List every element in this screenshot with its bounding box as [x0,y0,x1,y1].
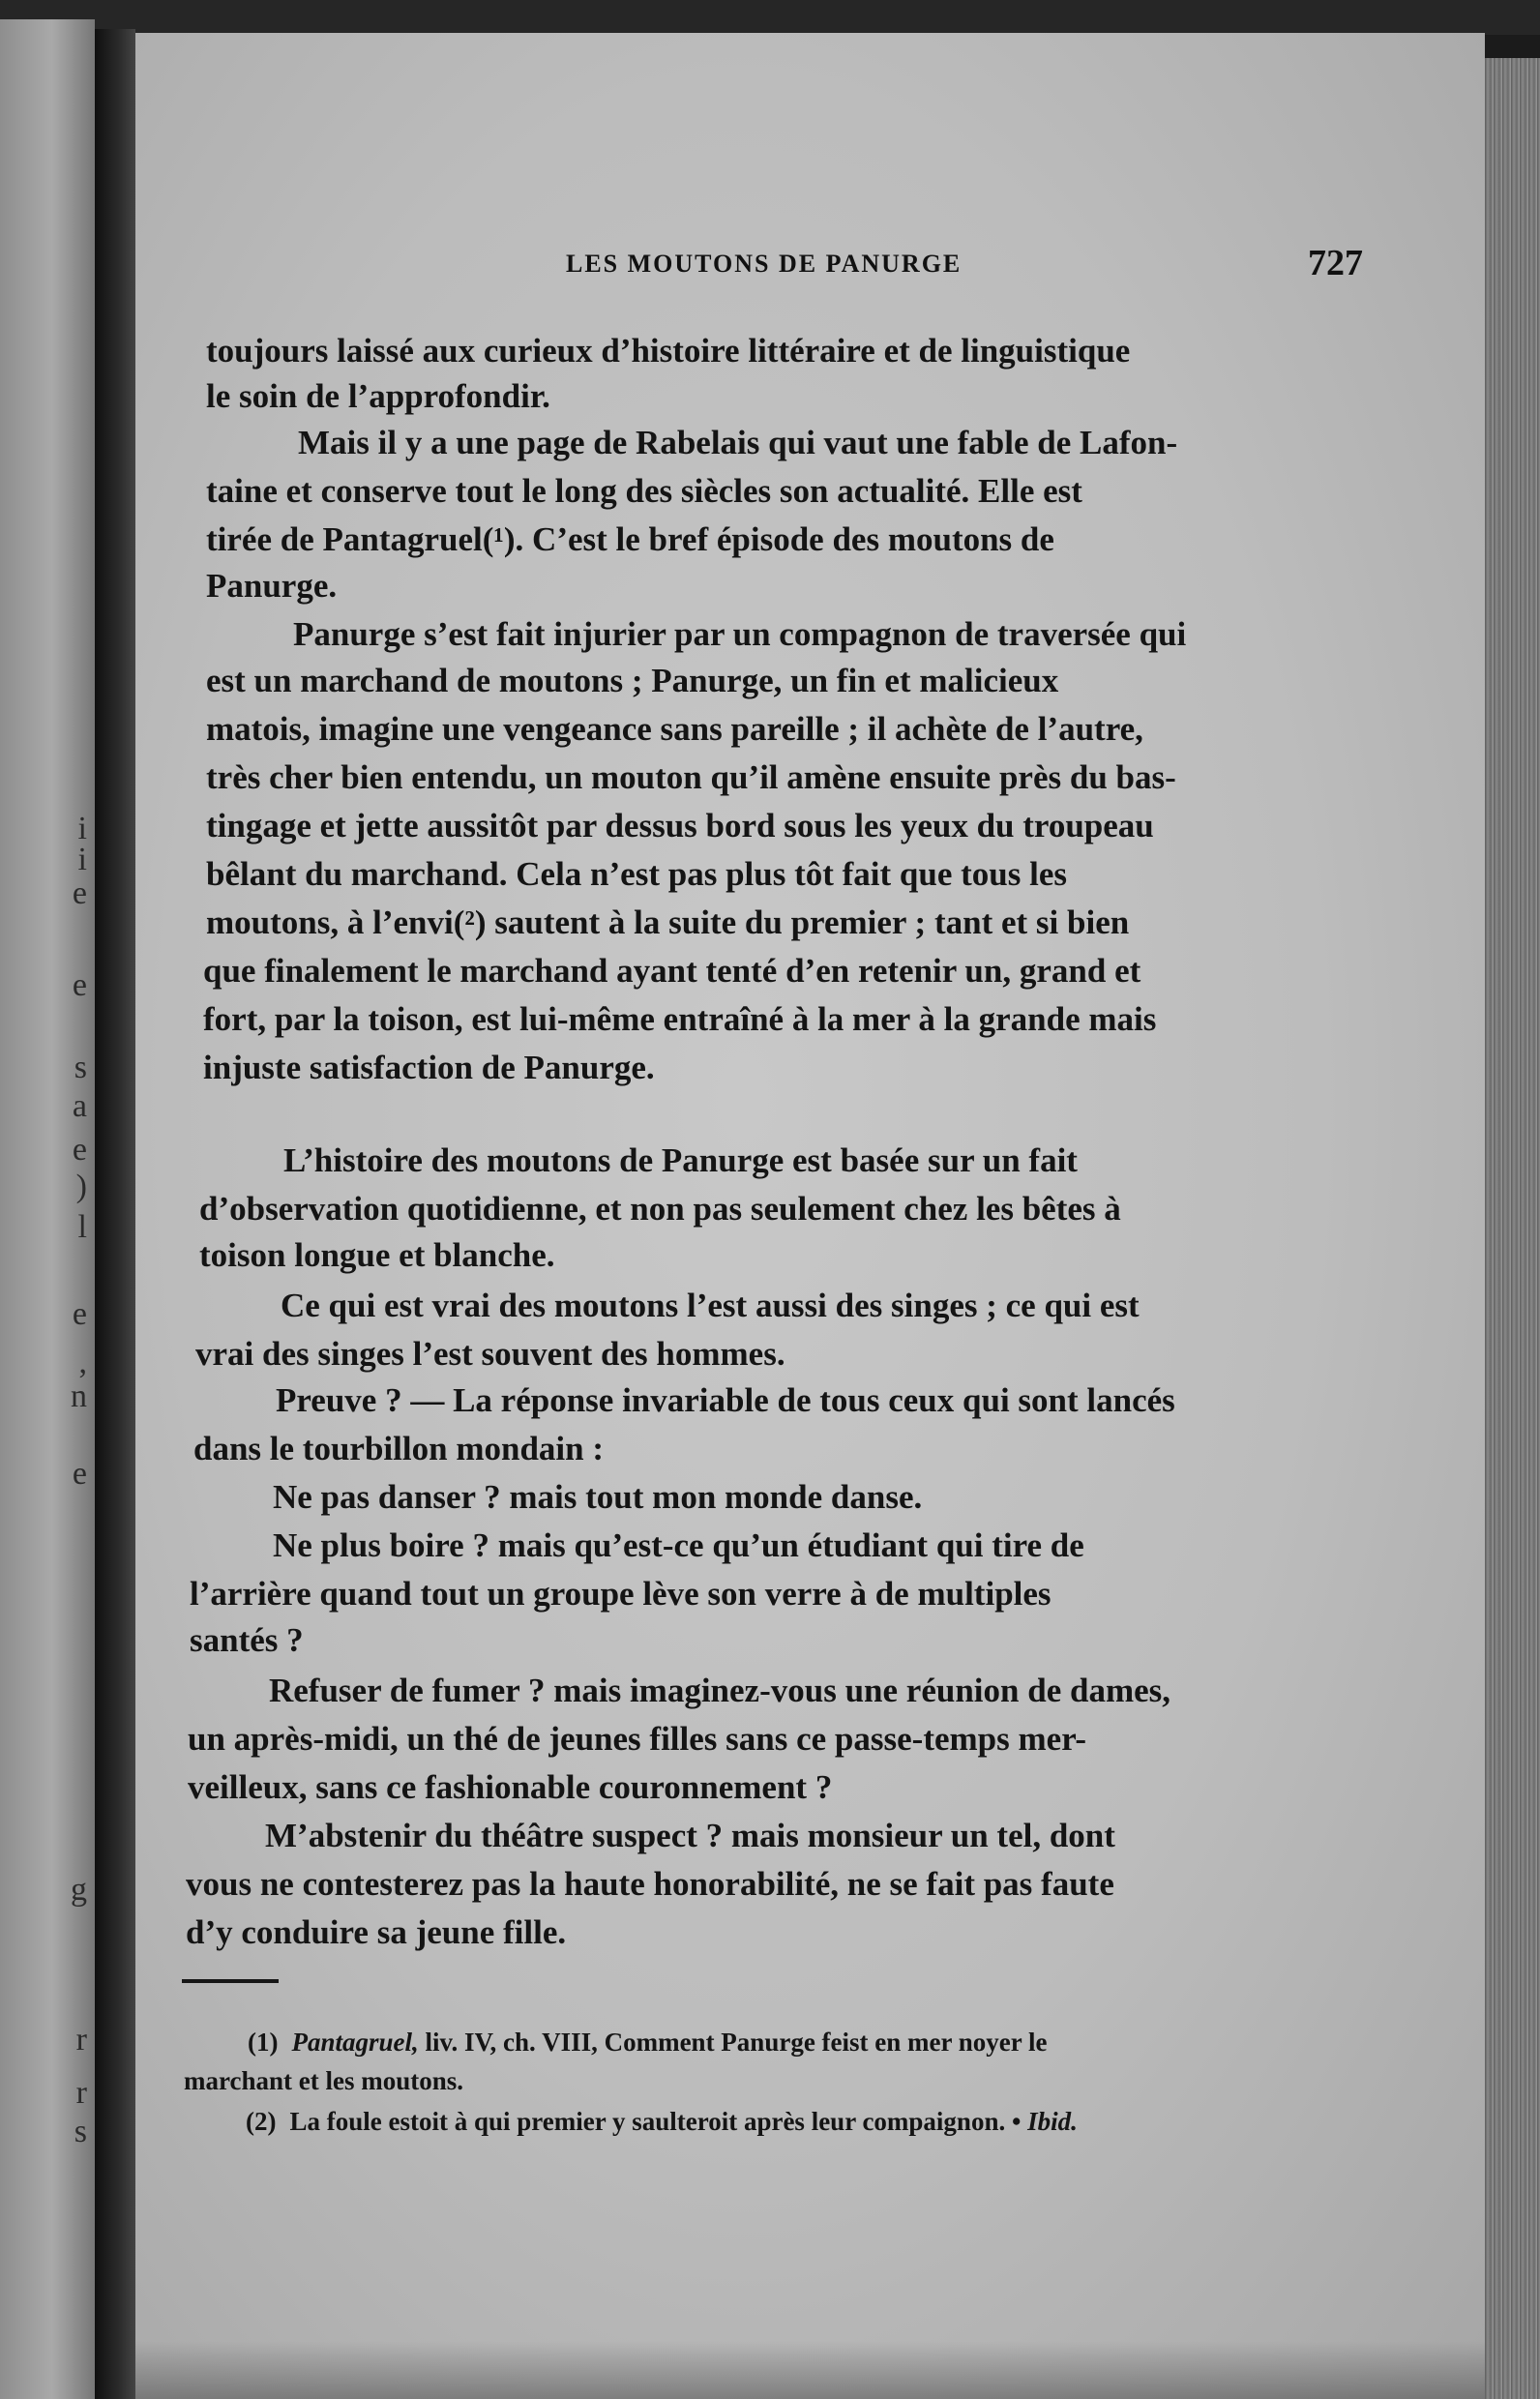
fragment: i [77,842,87,877]
text-line: toujours laissé aux curieux d’histoire littéraire et de linguistique [206,332,1131,370]
text-line: matois, imagine une vengeance sans pareille ; il achète de l’autre, [206,710,1143,748]
footnote-rule [182,1979,279,1983]
fragment: a [72,1088,87,1124]
text-line: tingage et jette aussitôt par dessus bord sous les yeux du troupeau [206,807,1154,844]
text-line: L’histoire des moutons de Panurge est basée sur un fait [283,1141,1078,1179]
footnote-text: La foule estoit à qui premier y saulteroit après leur compaignon. • [289,2107,1022,2136]
text-line: vous ne contesterez pas la haute honorabilité, ne se fait pas faute [186,1865,1114,1903]
running-head: LES MOUTONS DE PANURGE [566,250,962,278]
fragment: s [74,1050,87,1085]
scan-top-border [0,0,1540,35]
text-line: toison longue et blanche. [199,1236,555,1274]
fragment: ) [75,1169,87,1204]
fragment: r [75,2075,87,2111]
footnote-marker: (1) [248,2028,279,2057]
page-shadow [135,2341,1485,2399]
text-line: santés ? [190,1621,304,1659]
text-line: moutons, à l’envi(²) sautent à la suite du premier ; tant et si bien [206,903,1130,941]
footnote-1 [248,2029,1047,2056]
text-line: Ce qui est vrai des moutons l’est aussi des singes ; ce qui est [281,1287,1140,1324]
fragment: e [72,1456,87,1492]
fragment: , [78,1345,87,1380]
footnote-2 [246,2109,1078,2135]
text-line: veilleux, sans ce fashionable couronnement ? [188,1768,833,1806]
text-line: Preuve ? — La réponse invariable de tous ceux qui sont lancés [276,1381,1175,1419]
fragment: e [72,875,87,911]
text-line: bêlant du marchand. Cela n’est pas plus tôt fait que tous les [206,855,1068,893]
text-line: très cher bien entendu, un mouton qu’il amène ensuite près du bas- [206,758,1176,796]
text-line: Ne plus boire ? mais qu’est-ce qu’un étudiant qui tire de [273,1526,1084,1564]
fragment: s [74,2114,87,2149]
text-line: vrai des singes l’est souvent des hommes. [195,1335,785,1373]
text-line: Ne pas danser ? mais tout mon monde danse. [273,1478,923,1516]
book-gutter [95,29,135,2399]
page-number: 727 [1308,243,1363,283]
fragment: g [71,1872,87,1908]
text-line: Panurge s’est fait injurier par un compagnon de traversée qui [293,615,1187,653]
text-line: fort, par la toison, est lui-même entraîné à la mer à la grande mais [203,1000,1157,1038]
footnote-title: Pantagruel, [291,2028,419,2057]
text-line: l’arrière quand tout un groupe lève son verre à de multiples [190,1575,1051,1613]
text-line: est un marchand de moutons ; Panurge, un fin et malicieux [206,662,1059,699]
footnote-1-continuation: marchant et les moutons. [184,2066,463,2095]
fragment: i [77,811,87,846]
footnote-text: liv. IV, ch. VIII, Comment Panurge feist en mer noyer le [425,2028,1048,2057]
text-line: M’abstenir du théâtre suspect ? mais monsieur un tel, dont [265,1817,1115,1854]
text-line: dans le tourbillon mondain : [193,1430,604,1467]
text-line: d’observation quotidienne, et non pas seulement chez les bêtes à [199,1190,1121,1228]
fragment: l [77,1209,87,1245]
text-line: injuste satisfaction de Panurge. [203,1049,655,1086]
text-line: Mais il y a une page de Rabelais qui vaut une fable de Lafon- [298,424,1178,461]
text-line: un après-midi, un thé de jeunes filles sans ce passe-temps mer- [188,1720,1087,1758]
text-line: que finalement le marchand ayant tenté d’en retenir un, grand et [203,952,1141,990]
footnote-marker: (2) [246,2107,277,2136]
text-line: tirée de Pantagruel(¹). C’est le bref épisode des moutons de [206,520,1054,558]
text-line: Refuser de fumer ? mais imaginez-vous une réunion de dames, [269,1672,1171,1709]
fragment: r [75,2022,87,2058]
text-line: d’y conduire sa jeune fille. [186,1913,567,1951]
text-line: taine et conserve tout le long des siècles son actualité. Elle est [206,472,1082,510]
facing-page-text-fragments [0,0,95,2399]
fragment: n [71,1378,87,1414]
fragment: e [72,967,87,1003]
fragment: e [72,1132,87,1168]
text-line: le soin de l’approfondir. [206,377,550,415]
footnote-ref: Ibid. [1027,2107,1078,2136]
fragment: e [72,1296,87,1332]
page-stack-edge [1485,58,1540,2399]
text-line: Panurge. [206,567,338,605]
